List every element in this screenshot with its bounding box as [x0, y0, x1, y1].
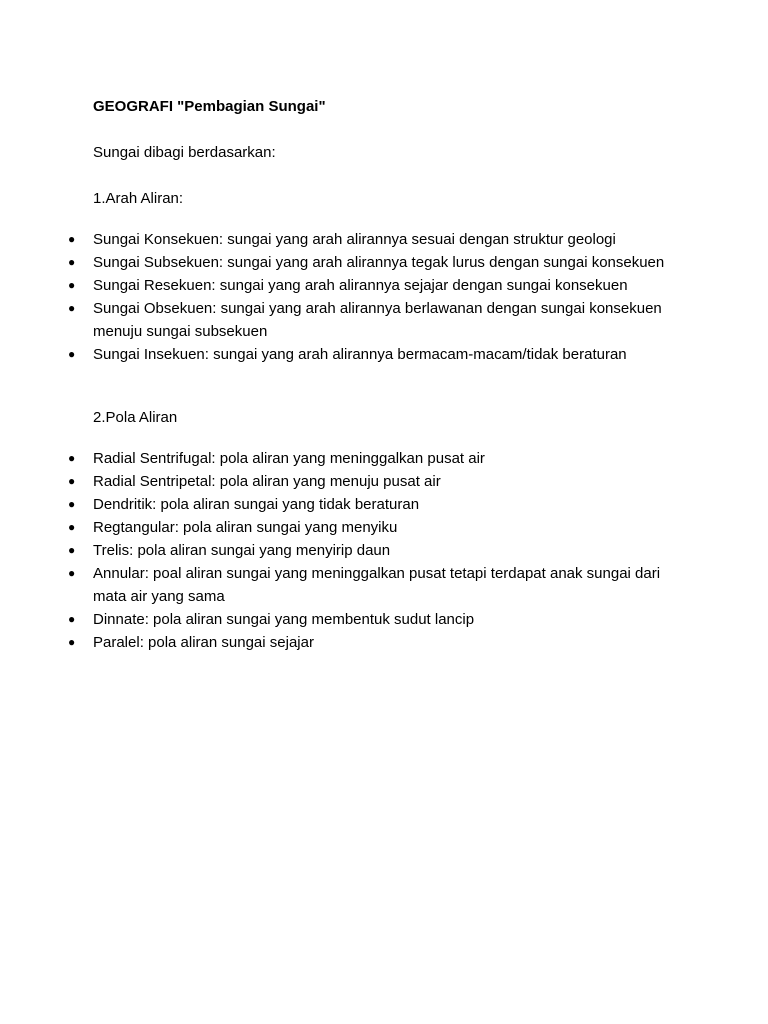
bullet-icon: ●: [68, 635, 76, 649]
list-item: ● Sungai Subsekuen: sungai yang arah alirannya tegak lurus dengan sungai konsekuen: [0, 251, 768, 274]
list-item: ● Trelis: pola aliran sungai yang menyirip daun: [0, 539, 768, 562]
list-item: ● Sungai Insekuen: sungai yang arah alirannya bermacam-macam/tidak beraturan: [0, 343, 768, 366]
bullet-icon: ●: [68, 301, 76, 315]
list-item: ● Sungai Resekuen: sungai yang arah alirannya sejajar dengan sungai konsekuen: [0, 274, 768, 297]
bullet-icon: ●: [68, 612, 76, 626]
bullet-icon: ●: [68, 255, 76, 269]
list-item: ● Paralel: pola aliran sungai sejajar: [0, 631, 768, 654]
bullet-icon: ●: [68, 451, 76, 465]
list-item: ● Sungai Konsekuen: sungai yang arah alirannya sesuai dengan struktur geologi: [0, 228, 768, 251]
bullet-icon: ●: [68, 474, 76, 488]
list-item: ● Regtangular: pola aliran sungai yang menyiku: [0, 516, 768, 539]
intro-text: Sungai dibagi berdasarkan:: [93, 144, 276, 161]
list-item: ● Dendritik: pola aliran sungai yang tidak beraturan: [0, 493, 768, 516]
list-item: ● Sungai Obsekuen: sungai yang arah alirannya berlawanan dengan sungai konsekuen menuju sungai subsekuen: [0, 297, 768, 343]
list-item: ● Annular: poal aliran sungai yang meninggalkan pusat tetapi terdapat anak sungai dari mata air yang sama: [0, 562, 768, 608]
pola-aliran-list: [0, 447, 768, 654]
bullet-icon: ●: [68, 278, 76, 292]
bullet-icon: ●: [68, 543, 76, 557]
document-title: GEOGRAFI "Pembagian Sungai": [93, 98, 326, 115]
bullet-icon: ●: [68, 520, 76, 534]
bullet-icon: ●: [68, 566, 76, 580]
arah-aliran-list: [0, 228, 768, 366]
bullet-icon: ●: [68, 497, 76, 511]
list-item: ● Dinnate: pola aliran sungai yang membentuk sudut lancip: [0, 608, 768, 631]
section-heading-arah-aliran: 1.Arah Aliran:: [93, 190, 184, 207]
list-item: ● Radial Sentrifugal: pola aliran yang meninggalkan pusat air: [0, 447, 768, 470]
bullet-icon: ●: [68, 347, 76, 361]
bullet-icon: ●: [68, 232, 76, 246]
list-item: ● Radial Sentripetal: pola aliran yang menuju pusat air: [0, 470, 768, 493]
section-heading-pola-aliran: 2.Pola Aliran: [93, 409, 178, 426]
